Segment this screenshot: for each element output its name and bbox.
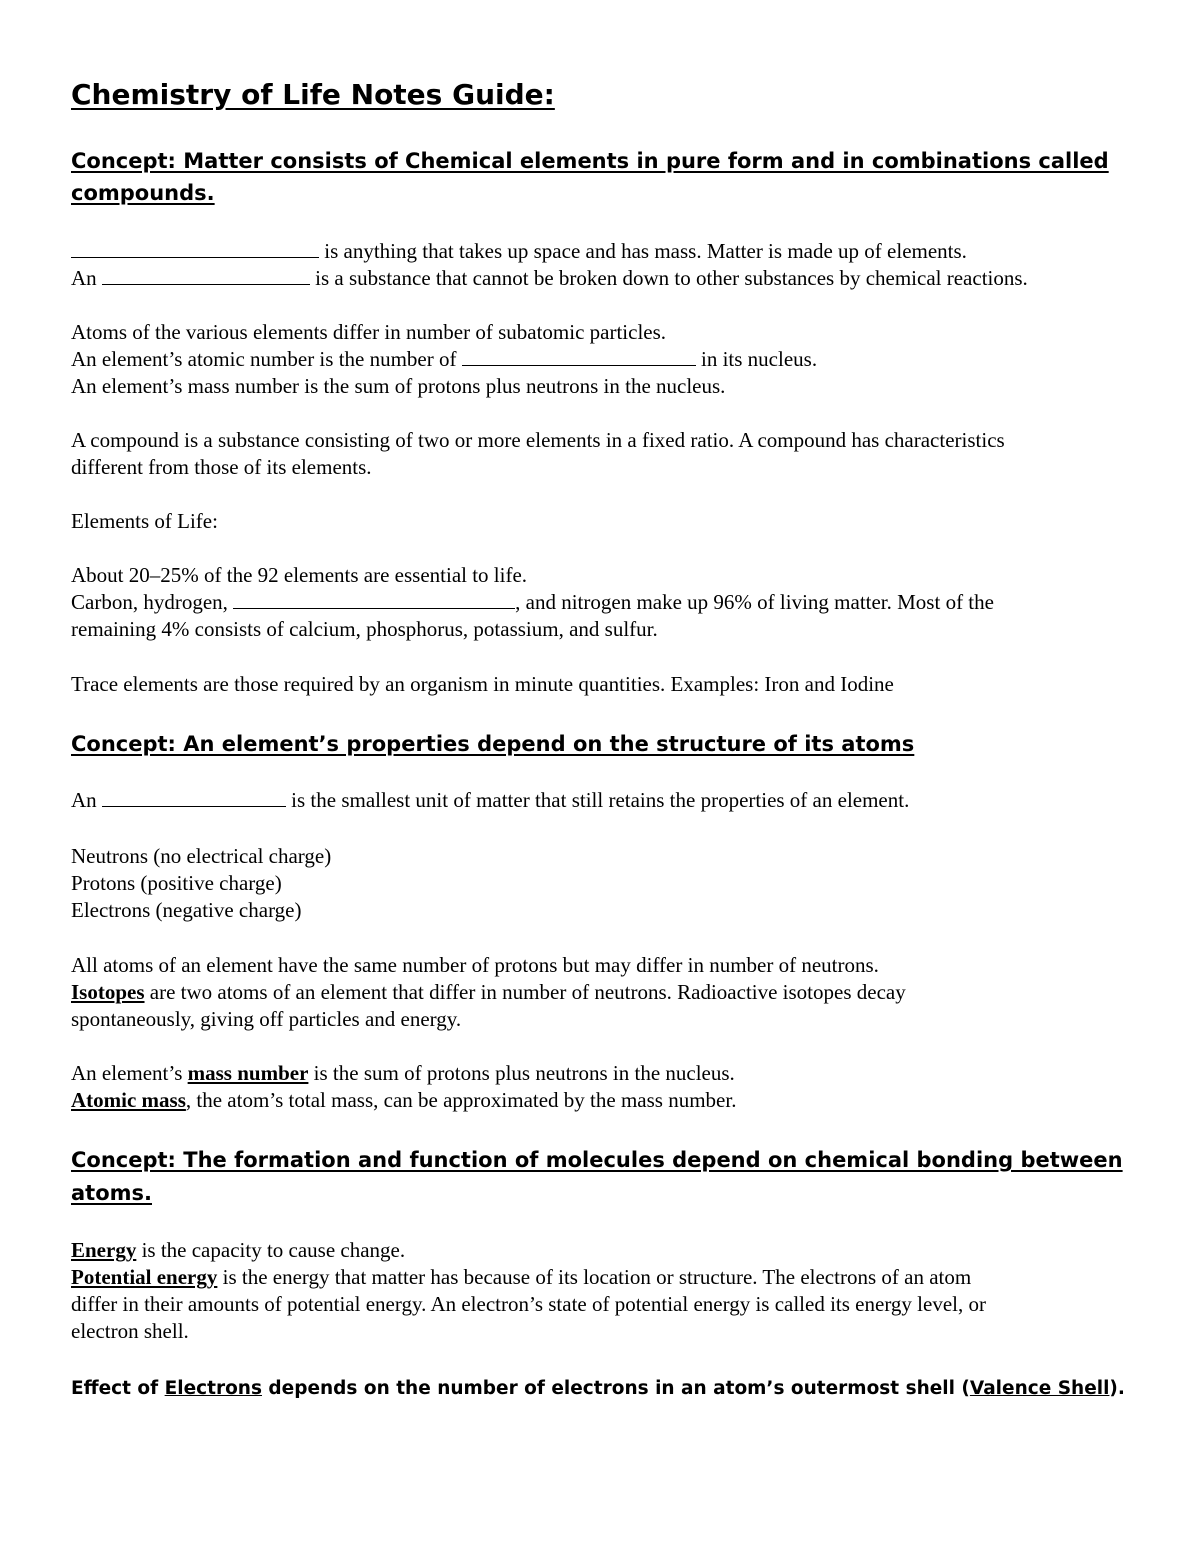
concept-heading-1-cont: compounds. [71,181,215,205]
atoms-differ-text: Atoms of the various elements differ in number of subatomic particles. [71,320,667,344]
isotopes-term: Isotopes [71,980,145,1004]
trace-elements-text: Trace elements are those required by an organism in minute quantities. Examples: Iron and Iodine [71,672,894,696]
energy-definition: Energy is the capacity to cause change. [71,1238,406,1262]
same-protons-text: All atoms of an element have the same number of protons but may differ in number of neutrons. [71,953,879,977]
mass-number-definition: An element’s mass number is the sum of protons plus neutrons in the nucleus. [71,1061,735,1085]
atomic-mass-term: Atomic mass [71,1088,186,1112]
atom-blank[interactable] [102,788,286,807]
atom-definition: An is the smallest unit of matter that still retains the properties of an element. [71,788,910,812]
element-definition: An is a substance that cannot be broken down to other substances by chemical reactions. [71,266,1028,290]
compound-text: A compound is a substance consisting of two or more elements in a fixed ratio. A compound has characteristics [71,428,1005,452]
potential-energy-cont-2: electron shell. [71,1319,189,1343]
remaining-elements-text: remaining 4% consists of calcium, phosphorus, potassium, and sulfur. [71,617,658,641]
matter-definition: is anything that takes up space and has mass. Matter is made up of elements. [71,238,967,265]
essential-elements-text: About 20–25% of the 92 elements are essential to life. [71,563,528,587]
concept-heading-1: Concept: Matter consists of Chemical elements in pure form and in combinations called [71,149,1109,173]
element-blank[interactable] [102,266,310,285]
electrons-text: Electrons (negative charge) [71,898,302,922]
concept-heading-2: Concept: An element’s properties depend on the structure of its atoms [71,732,915,756]
oxygen-blank[interactable] [233,590,515,609]
concept-heading-3: Concept: The formation and function of molecules depend on chemical bonding between [71,1148,1123,1172]
matter-blank[interactable] [71,239,319,258]
valence-shell-term: Valence Shell [969,1378,1110,1399]
potential-energy-definition: Potential energy is the energy that matter has because of its location or structure. The electrons of an atom [71,1265,972,1289]
mass-number-text: An element’s mass number is the sum of protons plus neutrons in the nucleus. [71,374,726,398]
electrons-effect-text: Effect of Electrons depends on the number of electrons in an atom’s outermost shell (Valence Shell). [71,1378,1125,1399]
potential-energy-term: Potential energy [71,1265,218,1289]
page-title: Chemistry of Life Notes Guide: [71,78,555,111]
potential-energy-cont: differ in their amounts of potential energy. An electron’s state of potential energy is called its energy level, or [71,1292,986,1316]
atomic-number-definition: An element’s atomic number is the number of in its nucleus. [71,347,818,371]
isotopes-definition: Isotopes are two atoms of an element that differ in number of neutrons. Radioactive isotopes decay [71,980,906,1004]
compound-text-cont: different from those of its elements. [71,455,372,479]
energy-term: Energy [71,1238,137,1262]
elements-of-life-label: Elements of Life: [71,509,218,533]
atomic-mass-definition: Atomic mass, the atom’s total mass, can be approximated by the mass number. [71,1088,737,1112]
neutrons-text: Neutrons (no electrical charge) [71,844,332,868]
mass-number-term: mass number [187,1061,309,1085]
concept-heading-3-cont: atoms. [71,1181,152,1205]
protons-blank[interactable] [462,347,696,366]
electrons-term: Electrons [164,1378,262,1399]
chon-text: Carbon, hydrogen, , and nitrogen make up 96% of living matter. Most of the [71,590,994,614]
isotopes-definition-cont: spontaneously, giving off particles and energy. [71,1007,462,1031]
protons-text: Protons (positive charge) [71,871,282,895]
